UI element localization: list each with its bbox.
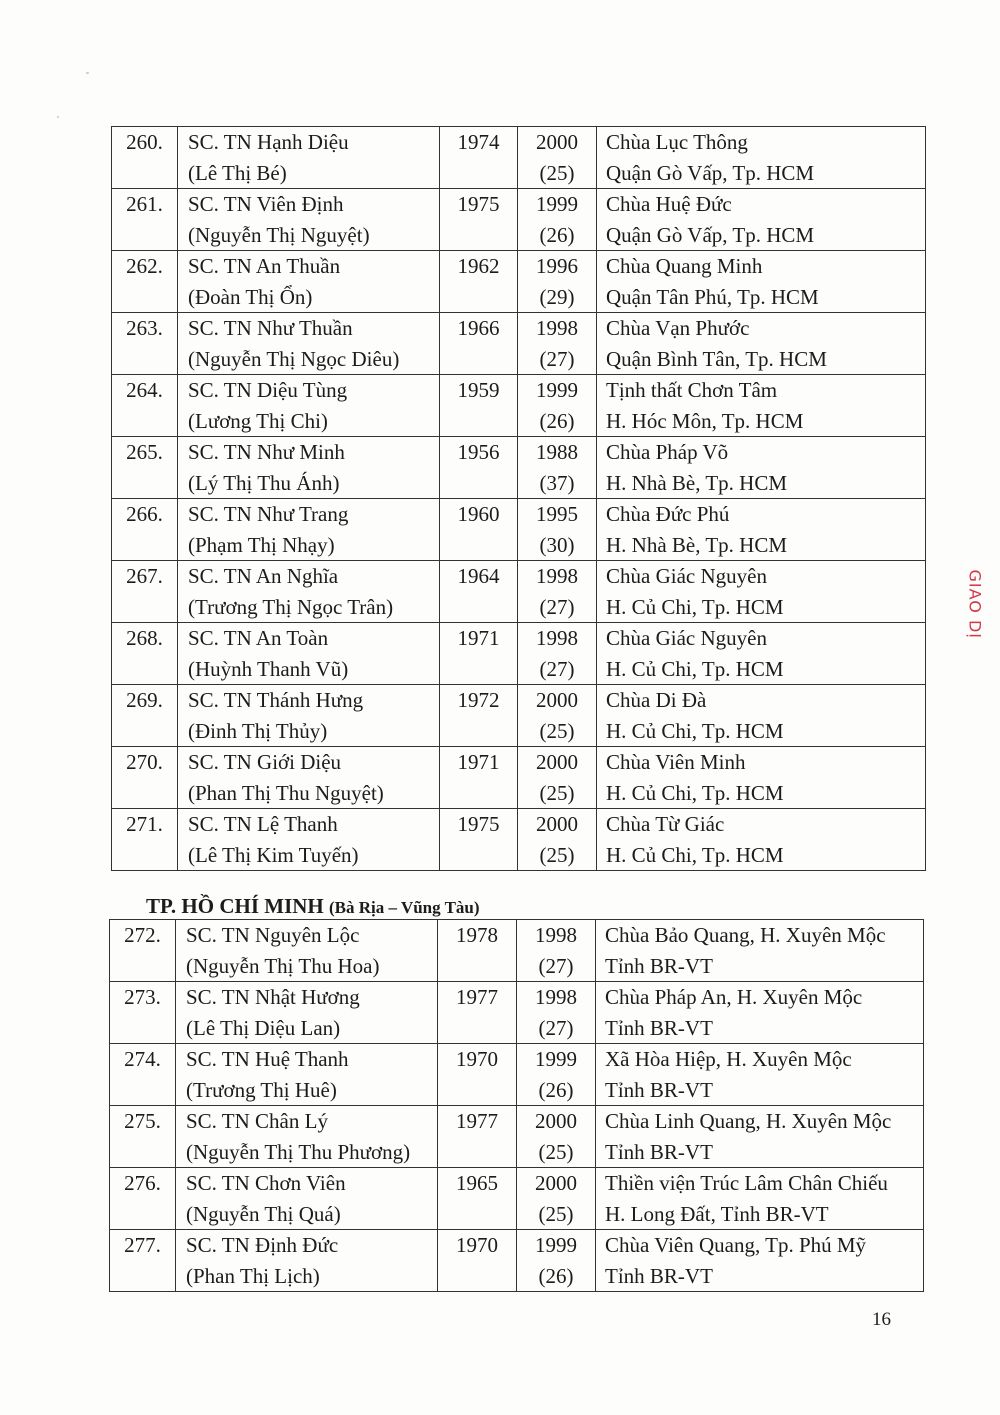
dharma-name: SC. TN Hạnh Diệu — [188, 130, 349, 154]
ordination-year: 1998 — [536, 564, 578, 588]
ordination-count: (30) — [539, 532, 575, 557]
civil-name: (Đoàn Thị Ổn) — [188, 284, 313, 309]
ordination-count: (25) — [539, 718, 575, 743]
cell-ord — [518, 437, 597, 499]
ordination-year: 2000 — [535, 1171, 577, 1195]
civil-name: (Lê Thị Bé) — [188, 160, 287, 185]
cell-name — [178, 561, 440, 623]
cell-born — [438, 920, 517, 982]
cell-place — [596, 1230, 924, 1292]
ordination-year: 1999 — [536, 378, 578, 402]
table-row — [112, 747, 926, 809]
ordination-count: (27) — [539, 346, 575, 371]
cell-name — [178, 375, 440, 437]
section-title: TP. HỒ CHÍ MINH — [146, 894, 324, 918]
ordination-count: (26) — [538, 1263, 574, 1288]
ordination-count: (37) — [539, 470, 575, 495]
civil-name: (Trương Thị Ngọc Trân) — [188, 594, 394, 619]
row-number: 267. — [126, 564, 163, 588]
birth-year: 1971 — [457, 626, 500, 650]
cell-name — [178, 313, 440, 375]
location: Quận Tân Phú, Tp. HCM — [606, 284, 819, 309]
dharma-name: SC. TN Chân Lý — [186, 1109, 328, 1133]
cell-no — [112, 313, 178, 375]
location: H. Củ Chi, Tp. HCM — [606, 594, 784, 619]
cell-place — [597, 747, 926, 809]
birth-year: 1977 — [456, 985, 498, 1009]
table-row — [110, 1106, 924, 1168]
dharma-name: SC. TN Như Trang — [188, 502, 349, 526]
cell-name — [178, 623, 440, 685]
birth-year: 1975 — [457, 812, 500, 836]
scan-speck — [57, 116, 59, 118]
civil-name: (Phạm Thị Nhạy) — [188, 532, 335, 557]
temple: Xã Hòa Hiệp, H. Xuyên Mộc — [605, 1047, 852, 1071]
cell-name — [176, 1230, 438, 1292]
civil-name: (Đinh Thị Thủy) — [188, 718, 328, 743]
cell-name — [178, 747, 440, 809]
birth-year: 1965 — [456, 1171, 498, 1195]
birth-year: 1974 — [457, 130, 500, 154]
section-heading — [146, 894, 480, 919]
cell-no — [110, 982, 176, 1044]
birth-year: 1971 — [457, 750, 500, 774]
birth-year: 1966 — [457, 316, 500, 340]
ordination-count: (27) — [538, 1015, 574, 1040]
location: Quận Bình Tân, Tp. HCM — [606, 346, 827, 371]
row-number: 272. — [124, 923, 161, 947]
location: Tỉnh BR-VT — [605, 1077, 713, 1102]
cell-no — [112, 685, 178, 747]
table-row — [110, 982, 924, 1044]
cell-ord — [518, 189, 597, 251]
civil-name: (Lương Thị Chi) — [188, 408, 328, 433]
table-row — [112, 685, 926, 747]
table-row — [110, 1044, 924, 1106]
row-number: 261. — [126, 192, 163, 216]
birth-year: 1977 — [456, 1109, 498, 1133]
cell-born — [440, 623, 518, 685]
cell-born — [440, 437, 518, 499]
ordination-year: 2000 — [535, 1109, 577, 1133]
ordination-year: 1998 — [536, 626, 578, 650]
cell-no — [112, 747, 178, 809]
ordination-count: (26) — [539, 222, 575, 247]
location: Quận Gò Vấp, Tp. HCM — [606, 222, 815, 247]
cell-place — [596, 920, 924, 982]
temple: Chùa Lục Thông — [606, 130, 748, 154]
table-row — [112, 437, 926, 499]
dharma-name: SC. TN Diệu Tùng — [188, 378, 348, 402]
location: H. Nhà Bè, Tp. HCM — [606, 532, 788, 557]
cell-place — [597, 127, 926, 189]
ordination-count: (26) — [539, 408, 575, 433]
birth-year: 1975 — [457, 192, 500, 216]
table-row — [110, 1168, 924, 1230]
cell-place — [597, 685, 926, 747]
cell-no — [112, 251, 178, 313]
cell-ord — [518, 313, 597, 375]
cell-place — [597, 623, 926, 685]
temple: Chùa Pháp Võ — [606, 440, 729, 464]
cell-born — [438, 1168, 517, 1230]
civil-name: (Nguyễn Thị Thu Hoa) — [186, 953, 380, 978]
temple: Chùa Giác Nguyên — [606, 564, 767, 588]
cell-born — [438, 982, 517, 1044]
row-number: 265. — [126, 440, 163, 464]
cell-born — [440, 809, 518, 871]
temple: Chùa Từ Giác — [606, 812, 725, 836]
cell-born — [440, 747, 518, 809]
table-row — [112, 313, 926, 375]
cell-no — [110, 1044, 176, 1106]
ordination-year: 1996 — [536, 254, 578, 278]
dharma-name: SC. TN An Toàn — [188, 626, 329, 650]
ordination-count: (25) — [538, 1201, 574, 1226]
cell-born — [440, 127, 518, 189]
birth-year: 1972 — [457, 688, 500, 712]
cell-born — [438, 1230, 517, 1292]
cell-no — [110, 1106, 176, 1168]
location: Quận Gò Vấp, Tp. HCM — [606, 160, 815, 185]
cell-ord — [518, 561, 597, 623]
cell-name — [178, 685, 440, 747]
temple: Chùa Viên Minh — [606, 750, 746, 774]
cell-place — [597, 313, 926, 375]
table-row — [110, 1230, 924, 1292]
table-row — [112, 809, 926, 871]
dharma-name: SC. TN Như Thuần — [188, 316, 353, 340]
table-row — [112, 189, 926, 251]
table-row — [112, 127, 926, 189]
temple: Chùa Bảo Quang, H. Xuyên Mộc — [605, 923, 886, 947]
cell-born — [440, 561, 518, 623]
temple: Chùa Pháp An, H. Xuyên Mộc — [605, 985, 863, 1009]
cell-name — [176, 982, 438, 1044]
location: H. Củ Chi, Tp. HCM — [606, 842, 784, 867]
civil-name: (Nguyễn Thị Ngọc Diêu) — [188, 346, 400, 371]
cell-ord — [517, 1044, 596, 1106]
dharma-name: SC. TN Lệ Thanh — [188, 812, 338, 836]
location: H. Nhà Bè, Tp. HCM — [606, 470, 788, 495]
birth-year: 1959 — [457, 378, 500, 402]
cell-born — [438, 1106, 517, 1168]
location: Tỉnh BR-VT — [605, 953, 713, 978]
civil-name: (Lý Thị Thu Ánh) — [188, 470, 340, 495]
temple: Chùa Huệ Đức — [606, 192, 732, 216]
table-body — [112, 127, 926, 871]
temple: Tịnh thất Chơn Tâm — [606, 378, 778, 402]
ordination-count: (25) — [539, 160, 575, 185]
temple: Chùa Linh Quang, H. Xuyên Mộc — [605, 1109, 892, 1133]
margin-stamp-text: GIAO DỊ — [965, 569, 985, 639]
civil-name: (Phan Thị Thu Nguyệt) — [188, 780, 384, 805]
dharma-name: SC. TN An Thuần — [188, 254, 341, 278]
row-number: 276. — [124, 1171, 161, 1195]
ordination-year: 1999 — [536, 192, 578, 216]
location: Tỉnh BR-VT — [605, 1263, 713, 1288]
margin-stamp — [955, 560, 985, 760]
ordination-year: 1995 — [536, 502, 578, 526]
ordination-count: (29) — [539, 284, 575, 309]
temple: Chùa Giác Nguyên — [606, 626, 767, 650]
ordination-year: 1999 — [535, 1047, 577, 1071]
civil-name: (Lê Thị Diệu Lan) — [186, 1015, 341, 1040]
dharma-name: SC. TN Như Minh — [188, 440, 345, 464]
dharma-name: SC. TN Nguyên Lộc — [186, 923, 360, 947]
cell-place — [597, 375, 926, 437]
cell-no — [112, 623, 178, 685]
civil-name: (Nguyễn Thị Thu Phương) — [186, 1139, 411, 1164]
cell-no — [112, 189, 178, 251]
birth-year: 1970 — [456, 1047, 498, 1071]
ordination-count: (25) — [539, 780, 575, 805]
table-row — [112, 251, 926, 313]
birth-year: 1956 — [457, 440, 500, 464]
cell-no — [112, 375, 178, 437]
cell-name — [176, 1168, 438, 1230]
cell-place — [596, 1168, 924, 1230]
cell-name — [178, 809, 440, 871]
civil-name: (Lê Thị Kim Tuyến) — [188, 842, 359, 867]
cell-ord — [518, 685, 597, 747]
temple: Chùa Quang Minh — [606, 254, 763, 278]
ordination-year: 2000 — [536, 688, 578, 712]
ordination-count: (27) — [538, 953, 574, 978]
row-number: 266. — [126, 502, 163, 526]
row-number: 277. — [124, 1233, 161, 1257]
cell-born — [440, 499, 518, 561]
ordination-count: (25) — [539, 842, 575, 867]
row-number: 269. — [126, 688, 163, 712]
cell-place — [596, 1044, 924, 1106]
civil-name: (Phan Thị Lịch) — [186, 1263, 320, 1288]
temple: Chùa Viên Quang, Tp. Phú Mỹ — [605, 1233, 867, 1257]
cell-name — [178, 189, 440, 251]
cell-name — [176, 1044, 438, 1106]
cell-ord — [518, 499, 597, 561]
birth-year: 1960 — [457, 502, 500, 526]
dharma-name: SC. TN Viên Định — [188, 192, 344, 216]
section-subtitle: (Bà Rịa – Vũng Tàu) — [329, 898, 480, 917]
cell-no — [110, 1168, 176, 1230]
cell-born — [440, 685, 518, 747]
location: Tỉnh BR-VT — [605, 1139, 713, 1164]
cell-place — [597, 251, 926, 313]
cell-no — [112, 437, 178, 499]
location: H. Củ Chi, Tp. HCM — [606, 656, 784, 681]
birth-year: 1962 — [457, 254, 500, 278]
cell-name — [178, 437, 440, 499]
row-number: 268. — [126, 626, 163, 650]
cell-place — [596, 982, 924, 1044]
table-ordinations-hcm — [111, 126, 926, 871]
cell-place — [597, 189, 926, 251]
cell-born — [440, 189, 518, 251]
cell-no — [112, 499, 178, 561]
location: H. Hóc Môn, Tp. HCM — [606, 408, 804, 433]
ordination-year: 1988 — [536, 440, 578, 464]
page-number: 16 — [872, 1309, 891, 1330]
cell-ord — [517, 1168, 596, 1230]
cell-no — [112, 561, 178, 623]
ordination-count: (25) — [538, 1139, 574, 1164]
dharma-name: SC. TN Định Đức — [186, 1233, 339, 1257]
cell-born — [438, 1044, 517, 1106]
birth-year: 1978 — [456, 923, 498, 947]
cell-ord — [518, 809, 597, 871]
cell-place — [597, 437, 926, 499]
cell-born — [440, 251, 518, 313]
row-number: 274. — [124, 1047, 161, 1071]
ordination-year: 2000 — [536, 130, 578, 154]
row-number: 275. — [124, 1109, 161, 1133]
table-row — [112, 499, 926, 561]
temple: Thiền viện Trúc Lâm Chân Chiếu — [605, 1171, 888, 1195]
ordination-year: 2000 — [536, 812, 578, 836]
cell-ord — [517, 1230, 596, 1292]
cell-ord — [517, 920, 596, 982]
location: Tỉnh BR-VT — [605, 1015, 713, 1040]
ordination-year: 1998 — [535, 923, 577, 947]
cell-name — [176, 1106, 438, 1168]
ordination-count: (27) — [539, 594, 575, 619]
ordination-year: 1999 — [535, 1233, 577, 1257]
row-number: 263. — [126, 316, 163, 340]
ordination-count: (26) — [538, 1077, 574, 1102]
dharma-name: SC. TN Giới Diệu — [188, 750, 342, 774]
dharma-name: SC. TN Nhật Hương — [186, 985, 360, 1009]
dharma-name: SC. TN An Nghĩa — [188, 564, 339, 588]
location: H. Củ Chi, Tp. HCM — [606, 718, 784, 743]
row-number: 264. — [126, 378, 163, 402]
cell-place — [597, 499, 926, 561]
table-row — [112, 375, 926, 437]
cell-ord — [517, 1106, 596, 1168]
ordination-count: (27) — [539, 656, 575, 681]
row-number: 260. — [126, 130, 163, 154]
dharma-name: SC. TN Thánh Hưng — [188, 688, 364, 712]
table-row — [112, 561, 926, 623]
cell-no — [110, 920, 176, 982]
cell-place — [597, 561, 926, 623]
cell-ord — [518, 623, 597, 685]
cell-ord — [518, 251, 597, 313]
location: H. Long Đất, Tỉnh BR-VT — [605, 1201, 829, 1226]
cell-no — [110, 1230, 176, 1292]
row-number: 270. — [126, 750, 163, 774]
dharma-name: SC. TN Chơn Viên — [186, 1171, 346, 1195]
cell-ord — [518, 747, 597, 809]
cell-no — [112, 809, 178, 871]
cell-born — [440, 375, 518, 437]
table-row — [112, 623, 926, 685]
cell-born — [440, 313, 518, 375]
table-body — [110, 920, 924, 1292]
temple: Chùa Đức Phú — [606, 502, 730, 526]
cell-name — [178, 127, 440, 189]
table-row — [110, 920, 924, 982]
civil-name: (Huỳnh Thanh Vũ) — [188, 656, 349, 681]
cell-name — [176, 920, 438, 982]
row-number: 262. — [126, 254, 163, 278]
cell-ord — [518, 375, 597, 437]
row-number: 271. — [126, 812, 163, 836]
civil-name: (Trương Thị Huê) — [186, 1077, 337, 1102]
ordination-year: 1998 — [535, 985, 577, 1009]
scan-speck — [86, 72, 89, 74]
row-number: 273. — [124, 985, 161, 1009]
cell-ord — [518, 127, 597, 189]
birth-year: 1970 — [456, 1233, 498, 1257]
civil-name: (Nguyễn Thị Nguyệt) — [188, 222, 370, 247]
ordination-year: 1998 — [536, 316, 578, 340]
birth-year: 1964 — [457, 564, 500, 588]
dharma-name: SC. TN Huệ Thanh — [186, 1047, 349, 1071]
cell-place — [596, 1106, 924, 1168]
location: H. Củ Chi, Tp. HCM — [606, 780, 784, 805]
cell-name — [178, 499, 440, 561]
temple: Chùa Vạn Phước — [606, 316, 750, 340]
table-ordinations-br-vt — [109, 919, 924, 1292]
cell-ord — [517, 982, 596, 1044]
ordination-year: 2000 — [536, 750, 578, 774]
temple: Chùa Di Đà — [606, 688, 707, 712]
cell-place — [597, 809, 926, 871]
cell-name — [178, 251, 440, 313]
cell-no — [112, 127, 178, 189]
civil-name: (Nguyễn Thị Quá) — [186, 1201, 341, 1226]
